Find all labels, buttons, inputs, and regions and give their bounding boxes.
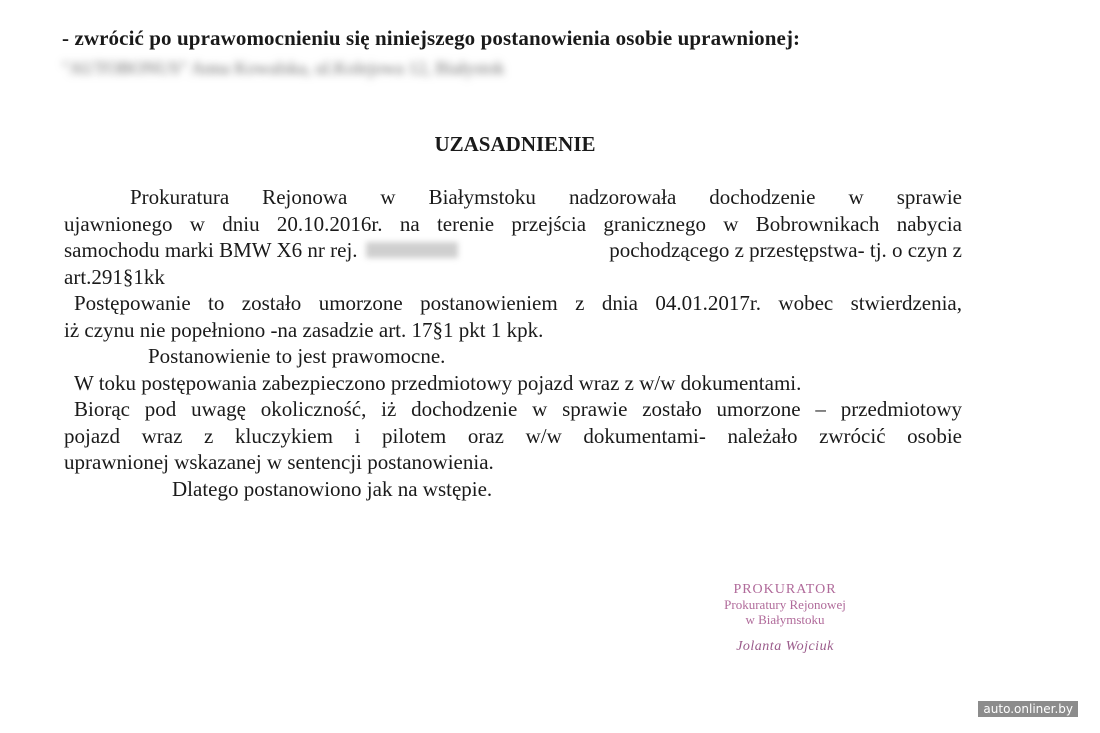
paragraph-1-line-2: ujawnionego w dniu 20.10.2016r. na terenie przejścia granicznego w Bobrownikach nabycia xyxy=(64,211,962,236)
recipient-instruction: - zwrócić po uprawomocnieniu się niniejszego postanowienia osobie uprawnionej: xyxy=(62,26,801,50)
stamp-office: Prokuratury Rejonowej xyxy=(724,597,846,612)
paragraph-1-line-1: Prokuratura Rejonowa w Białymstoku nadzorowała dochodzenie w sprawie xyxy=(130,185,962,209)
source-watermark: auto.onliner.by xyxy=(978,701,1078,717)
stamp-title: PROKURATOR xyxy=(733,582,837,597)
paragraph-4-line-1: W toku postępowania zabezpieczono przedmiotowy pojazd wraz z w/w dokumentami. xyxy=(74,370,802,395)
paragraph-1-line-3 xyxy=(64,237,962,264)
stamp-signature: Jolanta Wojciuk xyxy=(736,639,834,654)
paragraph-2-line-2: iż czynu nie popełniono -na zasadzie art. 17§1 pkt 1 kpk. xyxy=(64,317,544,342)
vehicle-description: samochodu marki BMW X6 nr rej. xyxy=(64,238,358,262)
paragraph-1-line-4: art.291§1kk xyxy=(64,264,165,289)
offence-description: pochodzącego z przestępstwa- tj. o czyn z xyxy=(609,238,962,262)
section-title: UZASADNIENIE xyxy=(434,132,596,156)
redacted-recipient: "AUTOBONUS" Anna Kowalska, ul.Kolejowa 12, Białystok xyxy=(62,58,505,78)
redacted-plate-number xyxy=(366,242,458,258)
prosecutor-stamp xyxy=(700,582,870,654)
paragraph-5-line-3: uprawnionej wskazanej w sentencji postanowienia. xyxy=(64,450,494,474)
justification-body xyxy=(64,184,962,502)
paragraph-5-line-1: Biorąc pod uwagę okoliczność, iż dochodzenie w sprawie zostało umorzone – przedmiotowy xyxy=(74,397,962,421)
paragraph-3-line-1: Postanowienie to jest prawomocne. xyxy=(148,344,446,368)
paragraph-6-line-1: Dlatego postanowiono jak na wstępie. xyxy=(172,476,493,501)
paragraph-5-line-2: pojazd wraz z kluczykiem i pilotem oraz w/w dokumentami- należało zwrócić osobie xyxy=(64,423,962,448)
stamp-city: w Białymstoku xyxy=(745,612,825,627)
paragraph-2-line-1: Postępowanie to zostało umorzone postanowieniem z dnia 04.01.2017r. wobec stwierdzenia, xyxy=(74,291,962,315)
